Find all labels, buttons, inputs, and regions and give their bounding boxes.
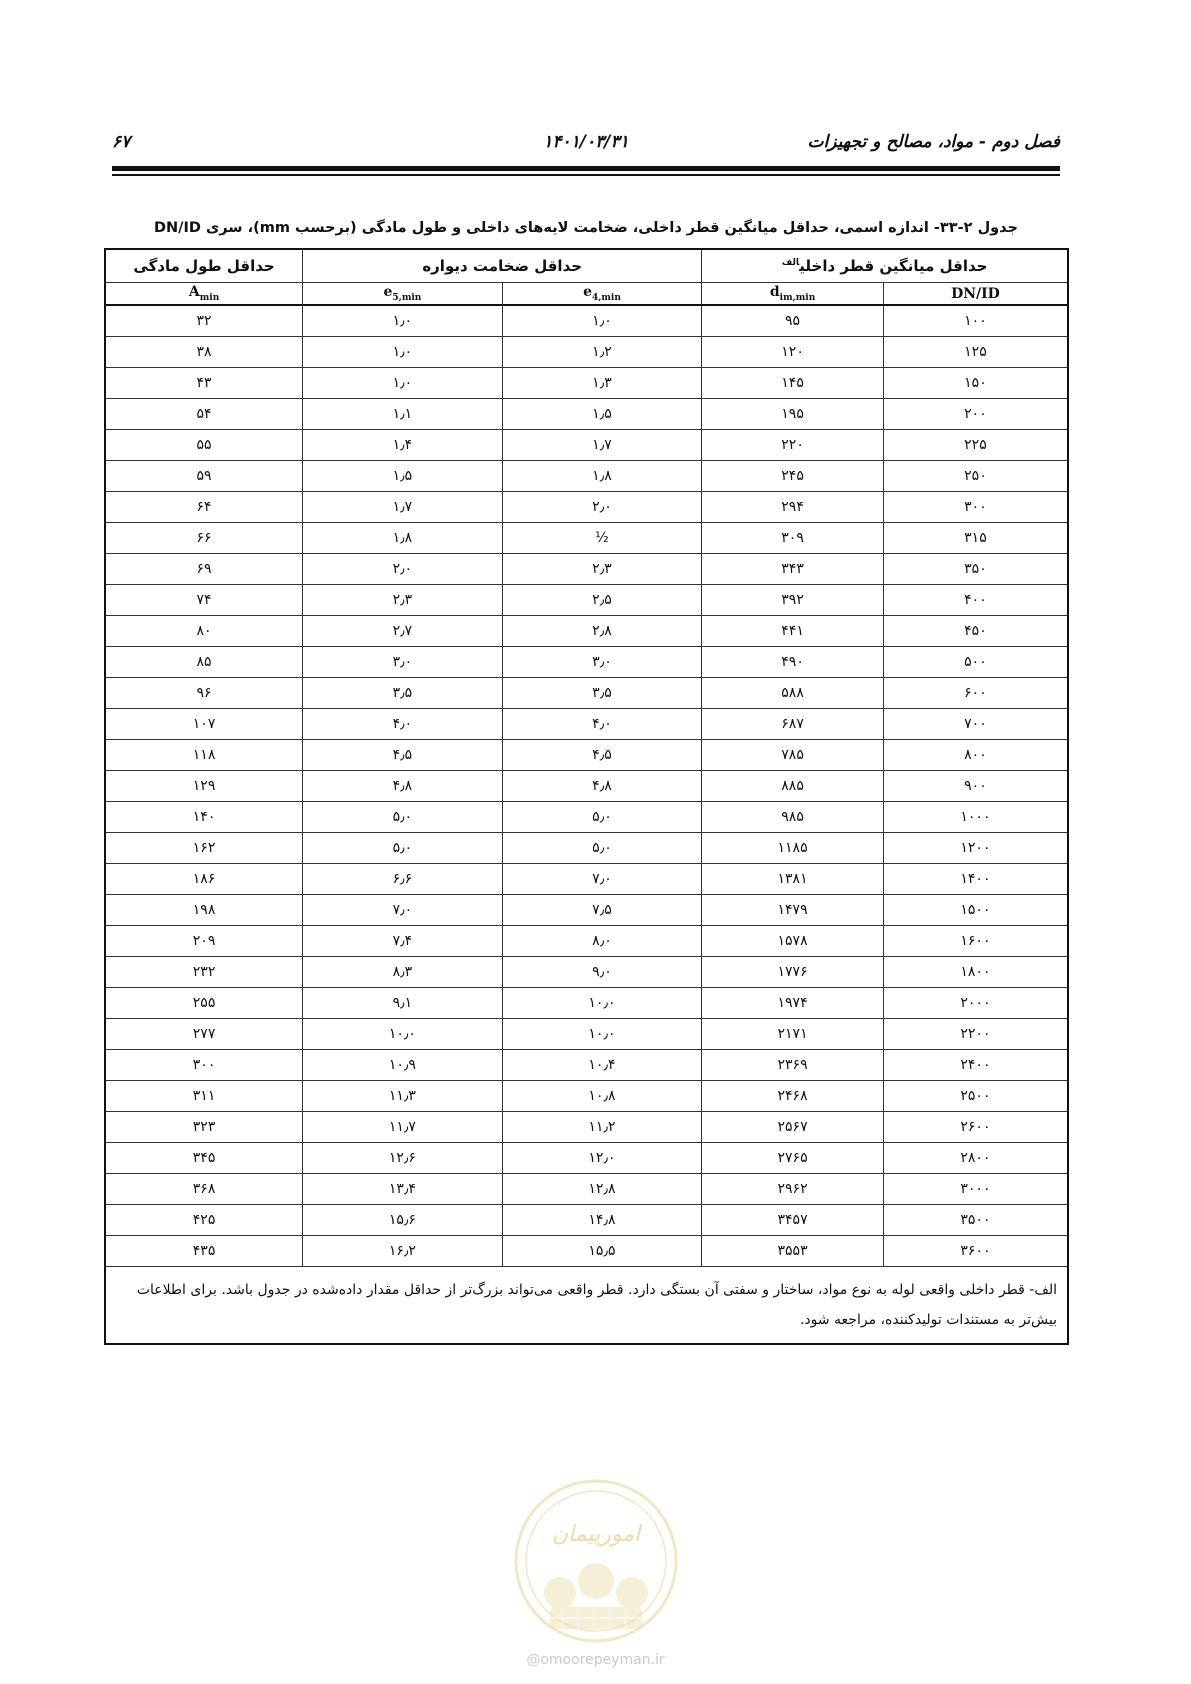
cell-e4: ۱۵٫۵	[502, 1236, 702, 1267]
cell-e5: ۴٫۸	[303, 771, 503, 802]
cell-a: ۲۷۷	[105, 1019, 303, 1050]
cell-e4: ۷٫۰	[502, 864, 702, 895]
cell-a: ۷۴	[105, 585, 303, 616]
cell-e5: ۳٫۵	[303, 678, 503, 709]
cell-a: ۴۲۵	[105, 1205, 303, 1236]
cell-dim: ۱۵۷۸	[702, 926, 884, 957]
cell-a: ۲۵۵	[105, 988, 303, 1019]
table-row	[105, 1205, 1068, 1236]
table-row	[105, 523, 1068, 554]
cell-dn: ۱۰۰۰	[883, 802, 1068, 833]
cell-a: ۱۲۹	[105, 771, 303, 802]
cell-e4: ۲٫۰	[502, 492, 702, 523]
cell-a: ۳۲	[105, 305, 303, 337]
cell-e5: ۸٫۳	[303, 957, 503, 988]
cell-dim: ۳۴۵۷	[702, 1205, 884, 1236]
table-body	[105, 305, 1068, 1344]
cell-a: ۳۴۵	[105, 1143, 303, 1174]
cell-e5: ۴٫۵	[303, 740, 503, 771]
cell-a: ۱۴۰	[105, 802, 303, 833]
cell-a: ۳۸	[105, 337, 303, 368]
table-row	[105, 492, 1068, 523]
cell-dim: ۳۴۳	[702, 554, 884, 585]
cell-dim: ۳۵۵۳	[702, 1236, 884, 1267]
cell-a: ۵۹	[105, 461, 303, 492]
cell-dim: ۴۹۰	[702, 647, 884, 678]
cell-dn: ۲۶۰۰	[883, 1112, 1068, 1143]
cell-e4: ۴٫۰	[502, 709, 702, 740]
cell-dim: ۲۳۶۹	[702, 1050, 884, 1081]
cell-e4: ۷٫۵	[502, 895, 702, 926]
col-dim-sub: im,min	[779, 292, 816, 303]
cell-e4: ۵٫۰	[502, 833, 702, 864]
cell-dn: ۳۱۵	[883, 523, 1068, 554]
cell-e5: ۱۶٫۲	[303, 1236, 503, 1267]
cell-dn: ۲۰۰۰	[883, 988, 1068, 1019]
cell-dim: ۲۱۷۱	[702, 1019, 884, 1050]
table-row	[105, 740, 1068, 771]
cell-e5: ۵٫۰	[303, 833, 503, 864]
cell-e5: ۱۳٫۴	[303, 1174, 503, 1205]
cell-e4: ۱۰٫۰	[502, 988, 702, 1019]
cell-dn: ۶۰۰	[883, 678, 1068, 709]
cell-dim: ۲۴۵	[702, 461, 884, 492]
table-row	[105, 1019, 1068, 1050]
table-row	[105, 461, 1068, 492]
cell-dn: ۱۴۰۰	[883, 864, 1068, 895]
table-row	[105, 988, 1068, 1019]
cell-dn: ۴۰۰	[883, 585, 1068, 616]
cell-dn: ۱۶۰۰	[883, 926, 1068, 957]
table-row	[105, 1143, 1068, 1174]
cell-dn: ۸۰۰	[883, 740, 1068, 771]
table-row	[105, 864, 1068, 895]
table-row	[105, 616, 1068, 647]
cell-dim: ۲۷۶۵	[702, 1143, 884, 1174]
cell-dim: ۲۹۶۲	[702, 1174, 884, 1205]
cell-dn: ۱۵۰	[883, 368, 1068, 399]
table-row	[105, 554, 1068, 585]
cell-e4: ۱۴٫۸	[502, 1205, 702, 1236]
cell-dim: ۹۸۵	[702, 802, 884, 833]
cell-a: ۲۳۲	[105, 957, 303, 988]
cell-a: ۴۳۵	[105, 1236, 303, 1267]
cell-dim: ۱۴۷۹	[702, 895, 884, 926]
cell-a: ۵۴	[105, 399, 303, 430]
table-caption: جدول ۲-۳۳- اندازه اسمی، حداقل میانگین قطر داخلی، ضخامت لایه‌های داخلی و طول مادگی (برحسب mm)، سری DN/ID	[154, 220, 1018, 236]
cell-e4: ۱٫۸	[502, 461, 702, 492]
cell-dim: ۲۲۰	[702, 430, 884, 461]
cell-e5: ۱٫۷	[303, 492, 503, 523]
cell-e5: ۱٫۱	[303, 399, 503, 430]
cell-a: ۲۰۹	[105, 926, 303, 957]
cell-e5: ۲٫۳	[303, 585, 503, 616]
header-rule-thick	[112, 166, 1060, 171]
cell-dim: ۱۹۷۴	[702, 988, 884, 1019]
table-row	[105, 399, 1068, 430]
cell-e5: ۳٫۰	[303, 647, 503, 678]
cell-e5: ۱۱٫۳	[303, 1081, 503, 1112]
cell-dim: ۴۴۱	[702, 616, 884, 647]
col-e4-sub: 4,min	[591, 292, 621, 303]
cell-e5: ۷٫۴	[303, 926, 503, 957]
cell-dim: ۲۴۶۸	[702, 1081, 884, 1112]
cell-a: ۵۵	[105, 430, 303, 461]
cell-a: ۱۶۲	[105, 833, 303, 864]
cell-dn: ۲۸۰۰	[883, 1143, 1068, 1174]
cell-dn: ۱۵۰۰	[883, 895, 1068, 926]
col-dn: DN/ID	[883, 283, 1068, 306]
cell-e5: ۶٫۶	[303, 864, 503, 895]
cell-e4: ۱٫۷	[502, 430, 702, 461]
cell-dn: ۵۰۰	[883, 647, 1068, 678]
cell-dim: ۱۷۷۶	[702, 957, 884, 988]
cell-a: ۶۴	[105, 492, 303, 523]
cell-dim: ۱۱۸۵	[702, 833, 884, 864]
cell-dn: ۳۶۰۰	[883, 1236, 1068, 1267]
cell-e5: ۱٫۰	[303, 305, 503, 337]
footnote-mark: الف	[781, 258, 800, 268]
cell-e4: ۴٫۸	[502, 771, 702, 802]
cell-e4: ۱٫۰	[502, 305, 702, 337]
cell-e4: ۱٫۳	[502, 368, 702, 399]
cell-dn: ۱۰۰	[883, 305, 1068, 337]
cell-e4: ۲٫۳	[502, 554, 702, 585]
table-row	[105, 771, 1068, 802]
cell-dim: ۳۹۲	[702, 585, 884, 616]
cell-dn: ۱۲۵	[883, 337, 1068, 368]
cell-e4: ۴٫۵	[502, 740, 702, 771]
table-row	[105, 430, 1068, 461]
table-row	[105, 1081, 1068, 1112]
cell-dn: ۱۸۰۰	[883, 957, 1068, 988]
table-row	[105, 833, 1068, 864]
cell-a: ۳۱۱	[105, 1081, 303, 1112]
cell-dim: ۲۹۴	[702, 492, 884, 523]
cell-dn: ۴۵۰	[883, 616, 1068, 647]
page-header	[112, 128, 1060, 158]
cell-dn: ۲۵۰	[883, 461, 1068, 492]
cell-dn: ۲۴۰۰	[883, 1050, 1068, 1081]
cell-e4: ۱٫۵	[502, 399, 702, 430]
col-dim	[702, 283, 884, 306]
table-row	[105, 895, 1068, 926]
cell-dn: ۷۰۰	[883, 709, 1068, 740]
col-a	[105, 283, 303, 306]
cell-dn: ۲۰۰	[883, 399, 1068, 430]
cell-dim: ۹۵	[702, 305, 884, 337]
cell-e4: ۱۰٫۰	[502, 1019, 702, 1050]
cell-dim: ۱۲۰	[702, 337, 884, 368]
cell-dn: ۲۲۵	[883, 430, 1068, 461]
cell-a: ۴۳	[105, 368, 303, 399]
cell-dim: ۲۵۶۷	[702, 1112, 884, 1143]
cell-a: ۱۱۸	[105, 740, 303, 771]
cell-a: ۱۹۸	[105, 895, 303, 926]
cell-e4: ۱۲٫۸	[502, 1174, 702, 1205]
cell-dn: ۳۰۰۰	[883, 1174, 1068, 1205]
cell-e5: ۱۱٫۷	[303, 1112, 503, 1143]
col-e5-base: e	[383, 284, 393, 301]
cell-e5: ۱۲٫۶	[303, 1143, 503, 1174]
table-row	[105, 926, 1068, 957]
cell-e5: ۵٫۰	[303, 802, 503, 833]
cell-e5: ۴٫۰	[303, 709, 503, 740]
cell-e5: ۹٫۱	[303, 988, 503, 1019]
cell-a: ۱۸۶	[105, 864, 303, 895]
cell-e5: ۱۰٫۹	[303, 1050, 503, 1081]
table-row	[105, 1236, 1068, 1267]
table-row	[105, 1112, 1068, 1143]
cell-a: ۳۰۰	[105, 1050, 303, 1081]
col-a-sub: min	[199, 292, 220, 303]
cell-e4: ۳٫۰	[502, 647, 702, 678]
cell-a: ۸۰	[105, 616, 303, 647]
table-footnote: الف- قطر داخلی واقعی لوله به نوع مواد، ساختار و سفتی آن بستگی دارد. قطر واقعی می‌تواند بزرگ‌تر از حداقل مقدار داده‌شده در جدول باشد. برای اطلاعات بیش‌تر به مستندات تولیدکننده، مراجعه شود.	[105, 1267, 1068, 1345]
table-row	[105, 957, 1068, 988]
cell-e5: ۱٫۴	[303, 430, 503, 461]
col-dim-base: d	[769, 284, 780, 301]
cell-e5: ۱٫۵	[303, 461, 503, 492]
cell-e4: ۱۰٫۸	[502, 1081, 702, 1112]
cell-e5: ۲٫۰	[303, 554, 503, 585]
col-e5	[303, 283, 503, 306]
table-row	[105, 337, 1068, 368]
cell-e4: ½	[502, 523, 702, 554]
table-row	[105, 678, 1068, 709]
cell-dn: ۲۲۰۰	[883, 1019, 1068, 1050]
watermark-url: @omoorepeyman.ir	[526, 1652, 665, 1668]
cell-a: ۸۵	[105, 647, 303, 678]
cell-e5: ۱٫۰	[303, 337, 503, 368]
cell-e5: ۱۰٫۰	[303, 1019, 503, 1050]
cell-dim: ۱۹۵	[702, 399, 884, 430]
cell-e5: ۱٫۸	[303, 523, 503, 554]
cell-a: ۶۹	[105, 554, 303, 585]
col-e4-base: e	[583, 284, 592, 301]
cell-dim: ۱۴۵	[702, 368, 884, 399]
cell-e5: ۲٫۷	[303, 616, 503, 647]
cell-dim: ۶۸۷	[702, 709, 884, 740]
header-mean-inner-diameter	[702, 249, 1068, 283]
table-row	[105, 709, 1068, 740]
page-number: ۶۷	[112, 132, 131, 152]
cell-dn: ۳۵۰۰	[883, 1205, 1068, 1236]
cell-e4: ۲٫۵	[502, 585, 702, 616]
cell-dim: ۳۰۹	[702, 523, 884, 554]
cell-a: ۳۶۸	[105, 1174, 303, 1205]
header-socket-length: حداقل طول مادگی	[105, 249, 303, 283]
chapter-title: فصل دوم - مواد، مصالح و تجهیزات	[807, 132, 1060, 152]
cell-e4: ۵٫۰	[502, 802, 702, 833]
header-rule-thin	[112, 174, 1060, 176]
cell-e4: ۸٫۰	[502, 926, 702, 957]
cell-a: ۶۶	[105, 523, 303, 554]
col-e5-sub: 5,min	[392, 292, 422, 303]
col-e4	[502, 283, 702, 306]
cell-e4: ۱۱٫۲	[502, 1112, 702, 1143]
table-row	[105, 368, 1068, 399]
table-row	[105, 802, 1068, 833]
cell-dim: ۵۸۸	[702, 678, 884, 709]
note-row	[105, 1267, 1068, 1345]
dimensions-table	[104, 248, 1069, 1345]
cell-dn: ۳۵۰	[883, 554, 1068, 585]
cell-dn: ۲۵۰۰	[883, 1081, 1068, 1112]
cell-e5: ۷٫۰	[303, 895, 503, 926]
watermark-logo-text: امورپیمان	[551, 1522, 641, 1547]
table-row	[105, 1174, 1068, 1205]
cell-e5: ۱۵٫۶	[303, 1205, 503, 1236]
table-row	[105, 585, 1068, 616]
cell-a: ۱۰۷	[105, 709, 303, 740]
cell-dn: ۳۰۰	[883, 492, 1068, 523]
cell-e4: ۱٫۲	[502, 337, 702, 368]
header-date: ۱۴۰۱/۰۳/۳۱	[543, 132, 629, 152]
table-row	[105, 1050, 1068, 1081]
cell-e4: ۱۲٫۰	[502, 1143, 702, 1174]
cell-dim: ۷۸۵	[702, 740, 884, 771]
header-wall-thickness: حداقل ضخامت دیواره	[303, 249, 702, 283]
table-row	[105, 305, 1068, 337]
col-a-base: A	[188, 284, 200, 301]
cell-e4: ۱۰٫۴	[502, 1050, 702, 1081]
cell-e4: ۳٫۵	[502, 678, 702, 709]
cell-dn: ۱۲۰۰	[883, 833, 1068, 864]
cell-a: ۹۶	[105, 678, 303, 709]
cell-e4: ۹٫۰	[502, 957, 702, 988]
cell-dim: ۱۳۸۱	[702, 864, 884, 895]
cell-dim: ۸۸۵	[702, 771, 884, 802]
watermark-logo	[510, 1475, 682, 1647]
cell-dn: ۹۰۰	[883, 771, 1068, 802]
header-mean-inner-diameter-label: حداقل میانگین قطر داخلی	[799, 257, 988, 275]
cell-e4: ۲٫۸	[502, 616, 702, 647]
cell-e5: ۱٫۰	[303, 368, 503, 399]
cell-a: ۳۲۳	[105, 1112, 303, 1143]
table-row	[105, 647, 1068, 678]
